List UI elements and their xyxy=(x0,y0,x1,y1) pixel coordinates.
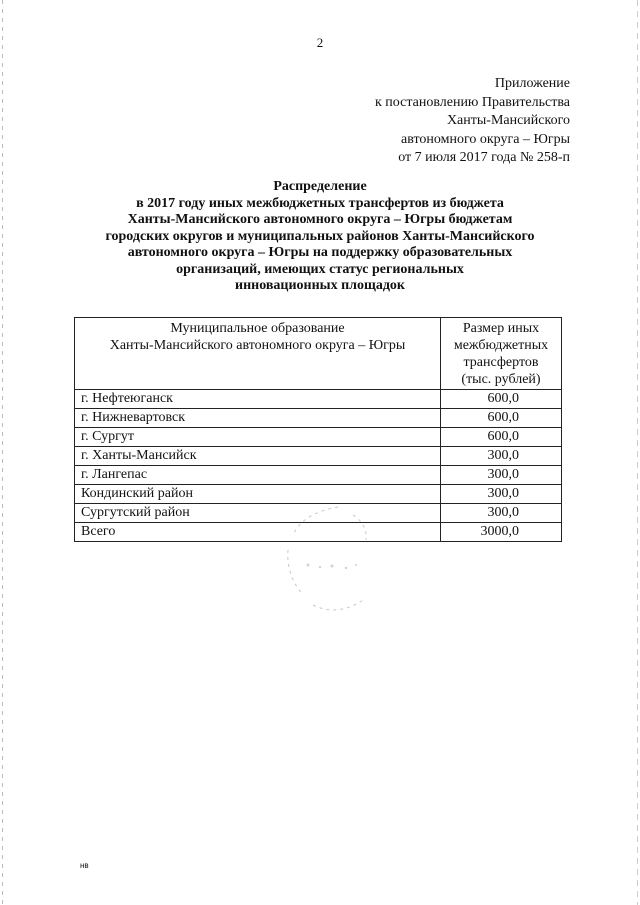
title-line: Ханты-Мансийского автономного округа – Югры бюджетам xyxy=(127,212,513,227)
header-text: Муниципальное образование xyxy=(170,321,345,336)
table-row xyxy=(75,390,562,409)
amount-cell: 300,0 xyxy=(441,447,562,466)
amount-cell: 300,0 xyxy=(441,485,562,504)
faint-seal-stamp xyxy=(268,495,378,625)
header-text: трансфертов xyxy=(463,355,539,370)
title-line: организаций, имеющих статус региональных xyxy=(176,261,464,277)
table-row xyxy=(75,466,562,485)
header-text: (тыс. рублей) xyxy=(461,372,541,387)
municipality-cell: Сургутский район xyxy=(75,504,441,523)
executor-initials: нв xyxy=(80,861,89,870)
total-amount-cell: 3000,0 xyxy=(441,523,562,542)
document-title xyxy=(80,179,560,295)
header-text: межбюджетных xyxy=(453,338,549,353)
title-line: в 2017 году иных межбюджетных трансфертов из бюджета xyxy=(136,195,504,211)
amount-cell: 600,0 xyxy=(441,409,562,428)
amount-cell: 300,0 xyxy=(441,504,562,523)
title-line: инновационных площадок xyxy=(235,278,405,293)
amount-cell: 600,0 xyxy=(441,428,562,447)
municipality-cell: г. Ханты-Мансийск xyxy=(75,447,441,466)
appendix-line: Ханты-Мансийского xyxy=(446,113,570,128)
title-line: Распределение xyxy=(273,179,367,194)
municipality-cell: Кондинский район xyxy=(75,485,441,504)
municipality-cell: г. Нефтеюганск xyxy=(75,390,441,409)
table-row xyxy=(75,409,562,428)
title-line: автономного округа – Югры на поддержку образовательных xyxy=(127,245,513,260)
municipality-cell: г. Лангепас xyxy=(75,466,441,485)
title-line: городских округов и муниципальных районов Ханты-Мансийского xyxy=(105,228,535,244)
municipality-cell: г. Сургут xyxy=(75,428,441,447)
header-municipality xyxy=(75,318,441,390)
amount-cell: 600,0 xyxy=(441,390,562,409)
appendix-line: к постановлению Правительства xyxy=(374,94,570,110)
amount-cell: 300,0 xyxy=(441,466,562,485)
appendix-line: автономного округа – Югры xyxy=(401,131,570,147)
municipality-cell: г. Нижневартовск xyxy=(75,409,441,428)
total-label-cell: Всего xyxy=(75,523,441,542)
page-number: 2 xyxy=(316,35,324,50)
table-row xyxy=(75,447,562,466)
appendix-line: от 7 июля 2017 года № 258-п xyxy=(398,150,570,165)
header-text: Ханты-Мансийского автономного округа – Югры xyxy=(109,338,406,353)
header-text: Размер иных xyxy=(462,321,540,336)
appendix-block xyxy=(375,75,570,168)
table-header-row xyxy=(75,318,562,390)
appendix-line: Приложение xyxy=(494,76,570,91)
scan-edge-left xyxy=(2,0,3,905)
scan-edge-right xyxy=(637,0,638,905)
table-row xyxy=(75,428,562,447)
header-amount xyxy=(441,318,562,390)
